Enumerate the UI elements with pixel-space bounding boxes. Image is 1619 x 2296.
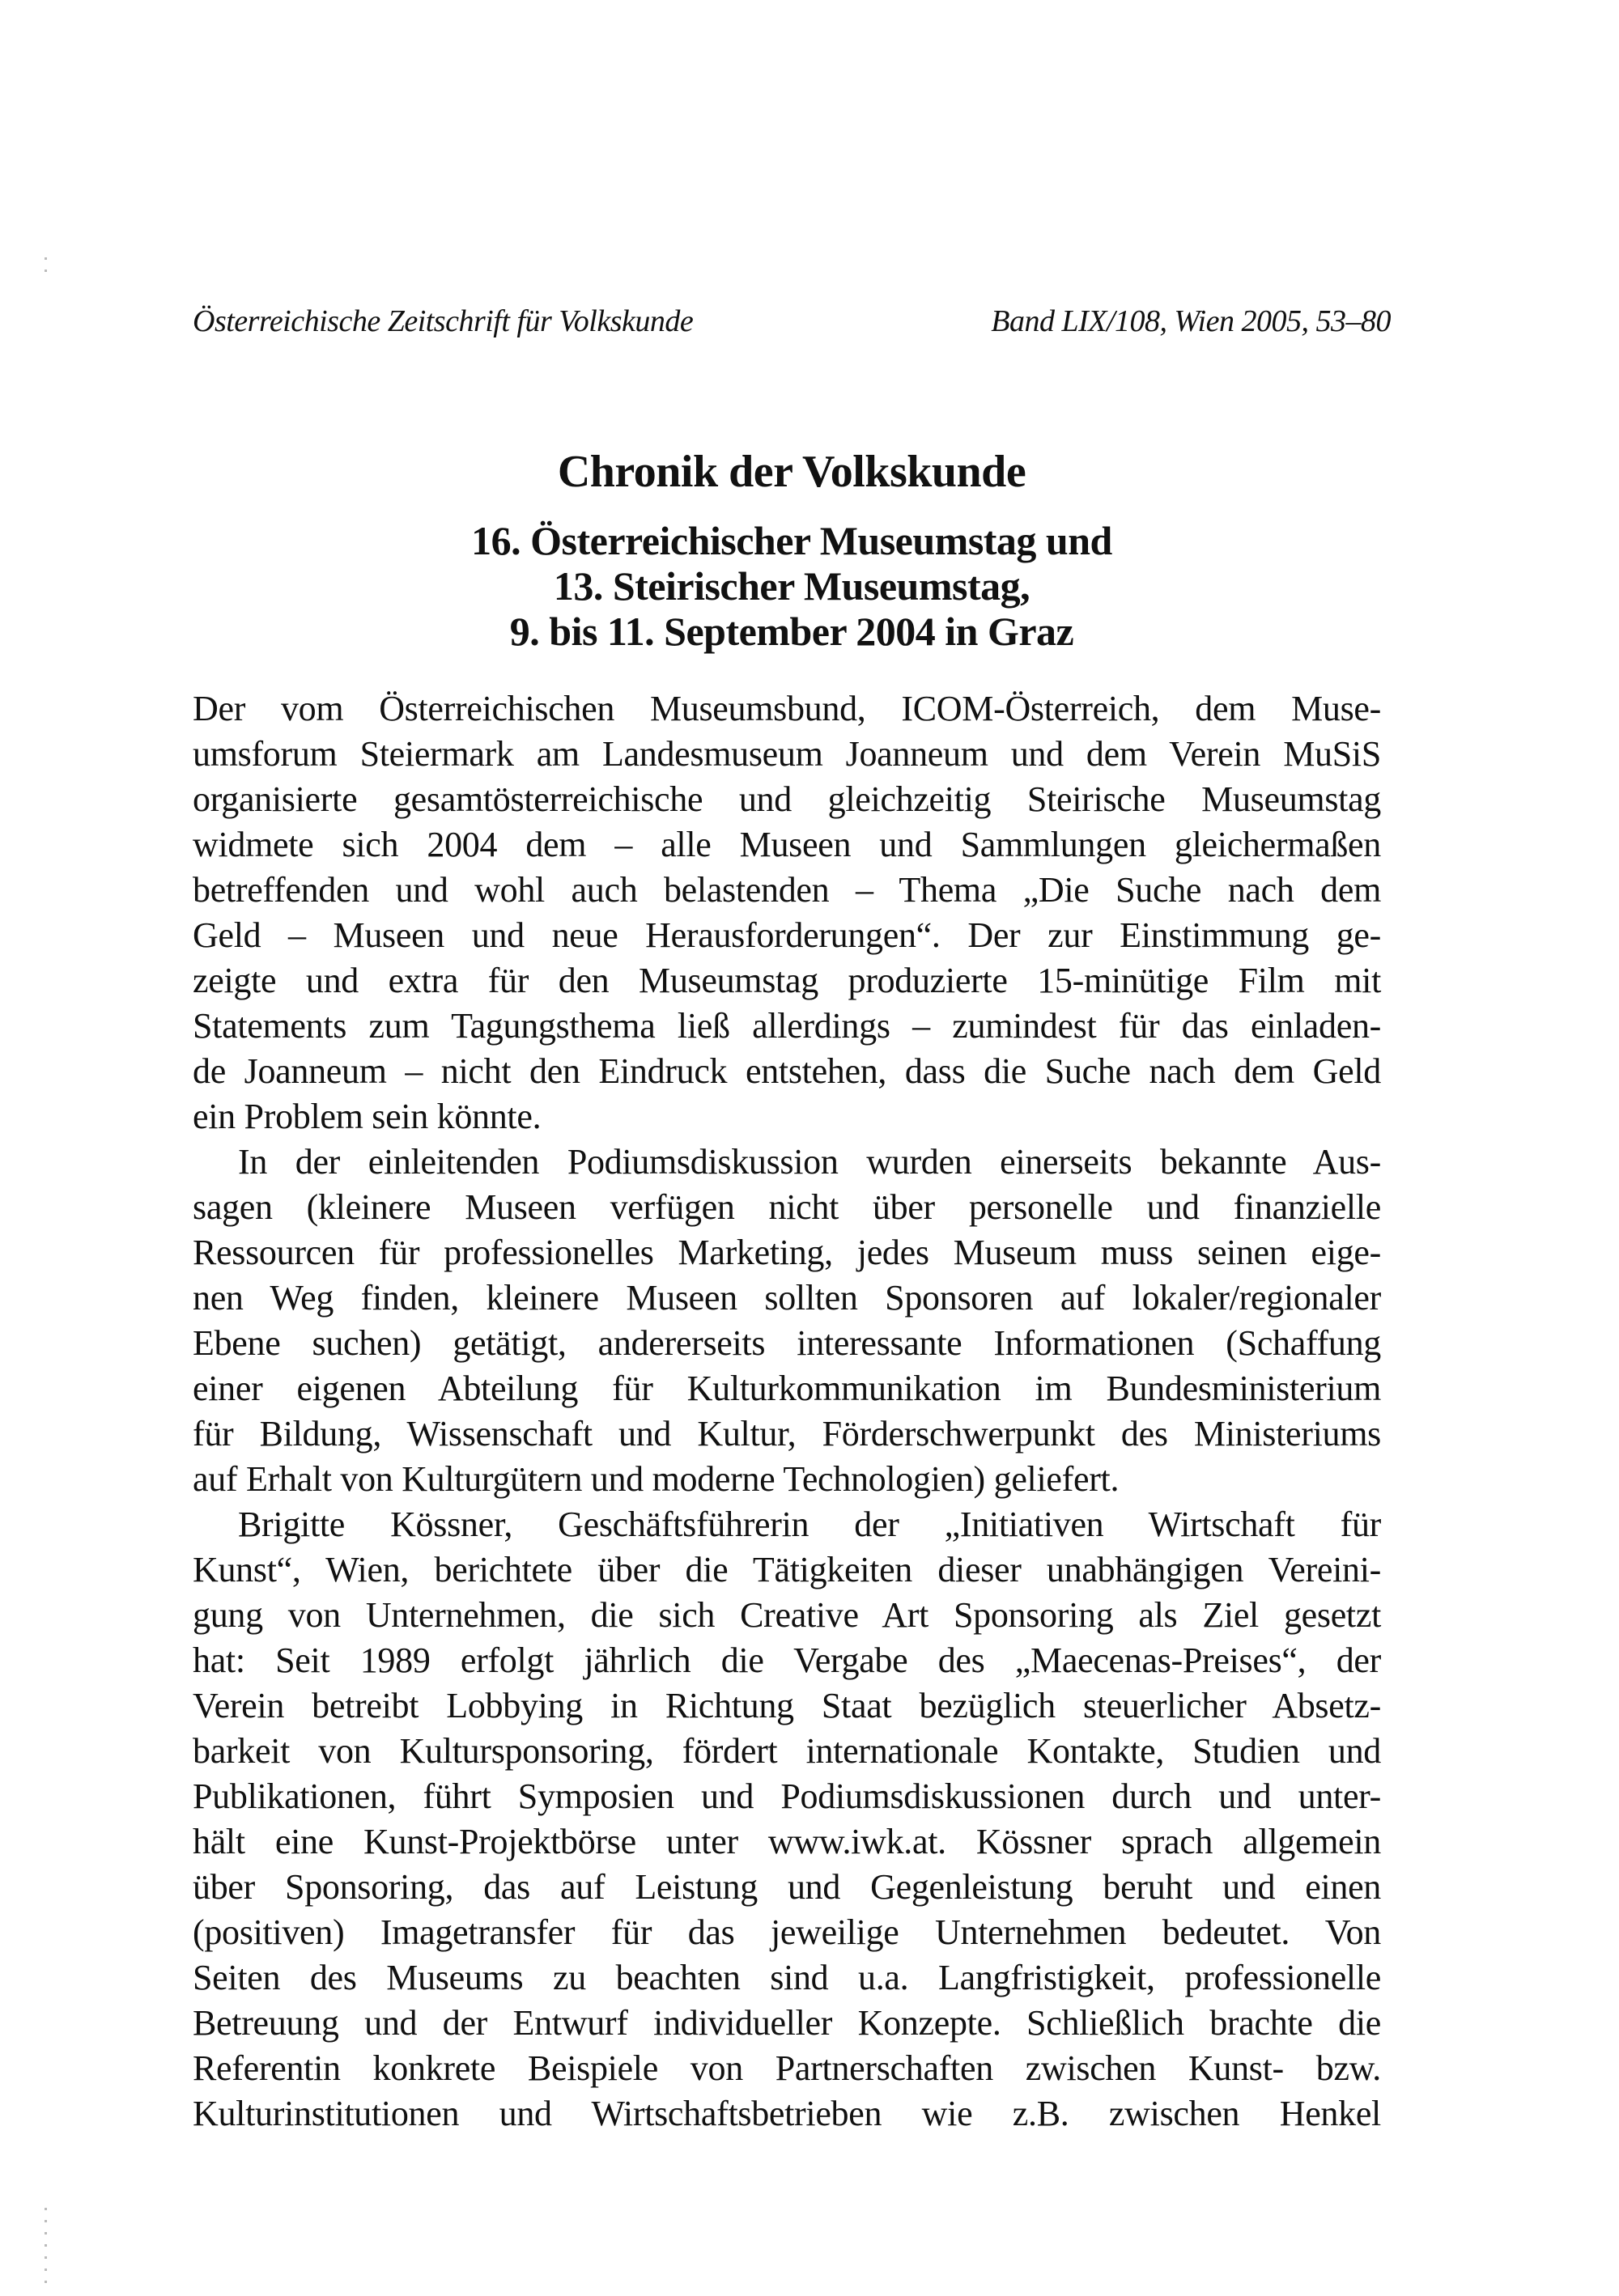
scan-dot — [45, 2268, 47, 2271]
scan-dot — [45, 2281, 47, 2283]
article-title — [193, 518, 1391, 654]
text-line: Kunst“, Wien, berichtete über die Tätigkeiten dieser unabhängigen Vereini- — [193, 1550, 1381, 1589]
text-line: Kulturinstitutionen und Wirtschaftsbetrieben wie z.B. zwischen Henkel — [193, 2094, 1381, 2133]
scan-dot — [45, 2220, 47, 2222]
text-line: Seiten des Museums zu beachten sind u.a. Langfristigkeit, professionelle — [193, 1958, 1381, 1997]
text-line: Geld – Museen und neue Herausforderungen“. Der zur Einstimmung ge- — [193, 915, 1381, 955]
text-line: Publikationen, führt Symposien und Podiumsdiskussionen durch und unter- — [193, 1776, 1381, 1816]
paragraph — [193, 1502, 1381, 2137]
scan-dot — [45, 2208, 47, 2210]
text-line: Der vom Österreichischen Museumsbund, ICOM-Österreich, dem Muse- — [193, 689, 1381, 728]
text-line: Verein betreibt Lobbying in Richtung Staat bezüglich steuerlicher Absetz- — [193, 1686, 1381, 1725]
text-line: gung von Unternehmen, die sich Creative Art Sponsoring als Ziel gesetzt — [193, 1595, 1381, 1635]
scan-dot — [45, 2232, 47, 2234]
section-title: Chronik der Volkskunde — [557, 447, 1026, 497]
text-line: widmete sich 2004 dem – alle Museen und Sammlungen gleichermaßen — [193, 825, 1381, 864]
text-line: hat: Seit 1989 erfolgt jährlich die Vergabe des „Maecenas-Preises“, der — [193, 1640, 1381, 1680]
article-title-line: 13. Steirischer Museumstag, — [553, 563, 1030, 609]
paragraph — [193, 686, 1381, 1140]
article-title-line: 9. bis 11. September 2004 in Graz — [509, 609, 1074, 654]
text-line: auf Erhalt von Kulturgütern und moderne Technologien) geliefert. — [193, 1459, 1120, 1499]
text-line: nen Weg finden, kleinere Museen sollten Sponsoren auf lokaler/regionaler — [193, 1278, 1381, 1318]
text-line: Referentin konkrete Beispiele von Partnerschaften zwischen Kunst- bzw. — [193, 2048, 1381, 2088]
text-line: für Bildung, Wissenschaft und Kultur, Förderschwerpunkt des Ministeriums — [193, 1414, 1381, 1454]
text-line: zeigte und extra für den Museumstag produzierte 15-minütige Film mit — [193, 961, 1381, 1000]
scan-edge-marks — [45, 2208, 48, 2293]
text-line: einer eigenen Abteilung für Kulturkommunikation im Bundesministerium — [193, 1369, 1381, 1408]
article-body — [193, 686, 1381, 2137]
text-line: sagen (kleinere Museen verfügen nicht über personelle und finanzielle — [193, 1187, 1381, 1227]
text-line: Betreuung und der Entwurf individueller Konzepte. Schließlich brachte die — [193, 2003, 1381, 2043]
text-line: (positiven) Imagetransfer für das jeweilige Unternehmen bedeutet. Von — [193, 1912, 1381, 1952]
text-line: betreffenden und wohl auch belastenden – Thema „Die Suche nach dem — [193, 870, 1381, 910]
text-line: hält eine Kunst-Projektbörse unter www.iwk.at. Kössner sprach allgemein — [193, 1822, 1381, 1861]
text-line: In der einleitenden Podiumsdiskussion wurden einerseits bekannte Aus- — [238, 1142, 1381, 1182]
text-line: Ressourcen für professionelles Marketing, jedes Museum muss seinen eige- — [193, 1233, 1381, 1272]
scan-dot — [45, 2256, 47, 2259]
text-line: Statements zum Tagungsthema ließ allerdings – zumindest für das einladen- — [193, 1006, 1381, 1046]
text-line: barkeit von Kultursponsoring, fördert internationale Kontakte, Studien und — [193, 1731, 1381, 1771]
text-line: Ebene suchen) getätigt, andererseits interessante Informationen (Schaffung — [193, 1323, 1381, 1363]
scan-dot — [45, 2244, 47, 2247]
running-header — [193, 301, 1391, 342]
text-line: umsforum Steiermark am Landesmuseum Joanneum und dem Verein MuSiS — [193, 734, 1381, 774]
text-line: Brigitte Kössner, Geschäftsführerin der „Initiativen Wirtschaft für — [238, 1504, 1381, 1544]
text-line: über Sponsoring, das auf Leistung und Gegenleistung beruht und einen — [193, 1867, 1381, 1907]
paragraph — [193, 1140, 1381, 1502]
scan-edge-marks — [45, 257, 48, 282]
scan-dot — [45, 257, 47, 260]
article-title-line: 16. Österreichischer Museumstag und — [471, 518, 1112, 563]
text-line: organisierte gesamtösterreichische und gleichzeitig Steirische Museumstag — [193, 779, 1381, 819]
journal-name: Österreichische Zeitschrift für Volkskunde — [193, 304, 694, 338]
text-line: ein Problem sein könnte. — [193, 1097, 542, 1136]
scan-dot — [45, 269, 47, 272]
volume-info: Band LIX/108, Wien 2005, 53–80 — [991, 304, 1391, 338]
text-line: de Joanneum – nicht den Eindruck entstehen, dass die Suche nach dem Geld — [193, 1051, 1381, 1091]
